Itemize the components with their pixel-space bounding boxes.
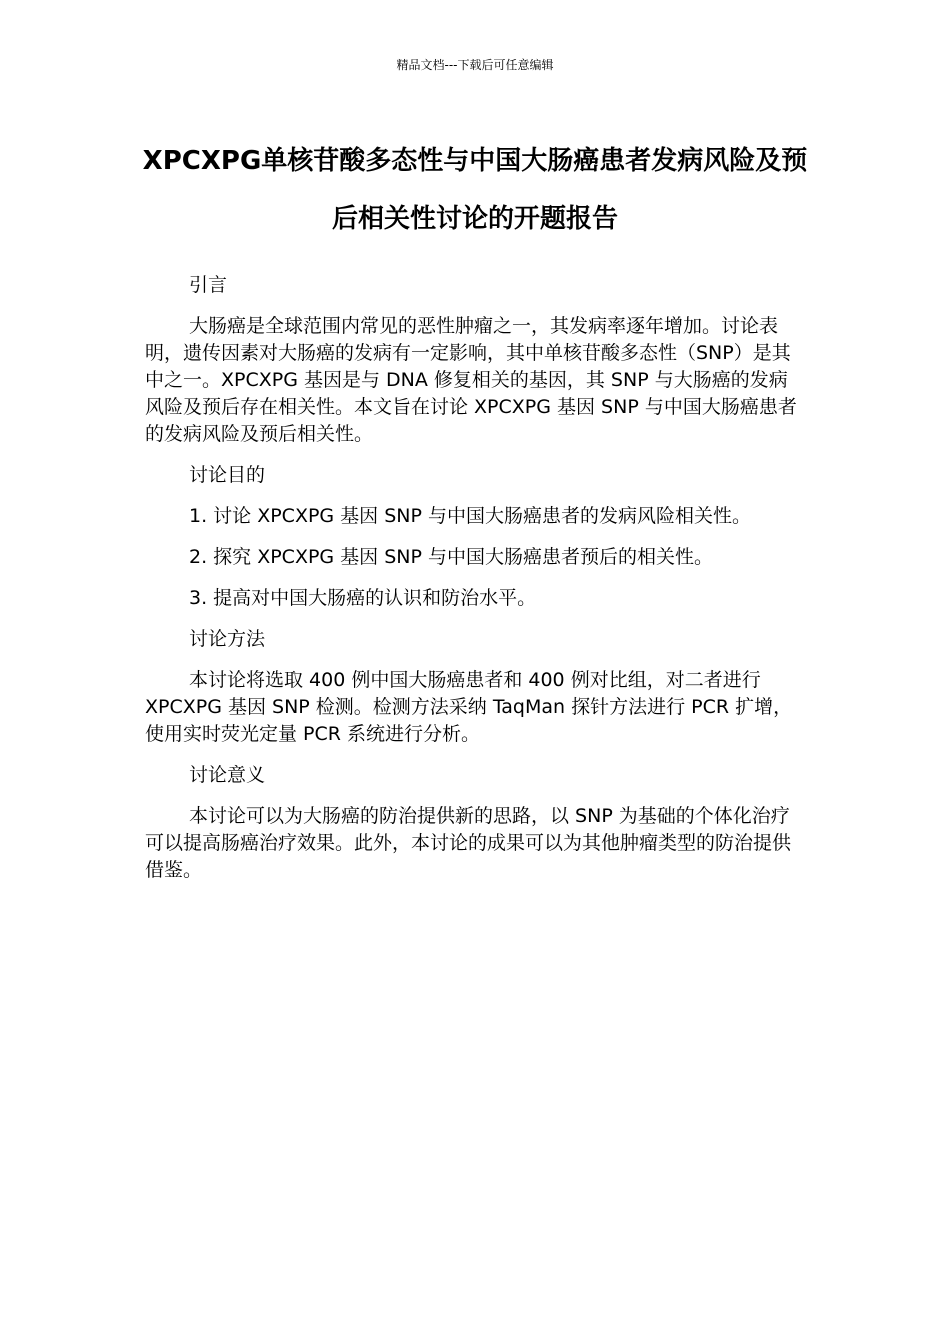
header-note: 精品文档---下载后可任意编辑 <box>396 58 554 72</box>
significance-heading: 讨论意义 <box>189 764 266 786</box>
purpose-heading: 讨论目的 <box>189 464 266 486</box>
intro-paragraph: 大肠癌是全球范围内常见的恶性肿瘤之一，其发病率逐年增加。讨论表明，遗传因素对大肠癌的发病有一定影响，其中单核苷酸多态性（SNP）是其中之一。XPCXPG 基因是与 DNA 修复相关的基因，其 SNP 与大肠癌的发病风险及预后存在相关性。本文旨在讨论 XPCXPG 基因 SNP 与中国大肠癌患者的发病风险及预后相关性。 <box>145 315 797 445</box>
purpose-item-3: 3. 提高对中国大肠癌的认识和防治水平。 <box>189 587 537 609</box>
method-heading: 讨论方法 <box>189 628 266 650</box>
document-title: XPCXPG单核苷酸多态性与中国大肠癌患者发病风险及预后相关性讨论的开题报告 <box>142 146 808 234</box>
purpose-item-2: 2. 探究 XPCXPG 基因 SNP 与中国大肠癌患者预后的相关性。 <box>189 546 713 568</box>
document-body <box>145 272 805 898</box>
significance-paragraph: 本讨论可以为大肠癌的防治提供新的思路，以 SNP 为基础的个体化治疗可以提高肠癌治疗效果。此外，本讨论的成果可以为其他肿瘤类型的防治提供借鉴。 <box>145 805 792 881</box>
intro-heading: 引言 <box>189 274 228 296</box>
method-paragraph: 本讨论将选取 400 例中国大肠癌患者和 400 例对比组，对二者进行 XPCXPG 基因 SNP 检测。检测方法采纳 TaqMan 探针方法进行 PCR 扩增，使用实时荧光定量 PCR 系统进行分析。 <box>145 669 793 745</box>
purpose-item-1: 1. 讨论 XPCXPG 基因 SNP 与中国大肠癌患者的发病风险相关性。 <box>189 505 751 527</box>
